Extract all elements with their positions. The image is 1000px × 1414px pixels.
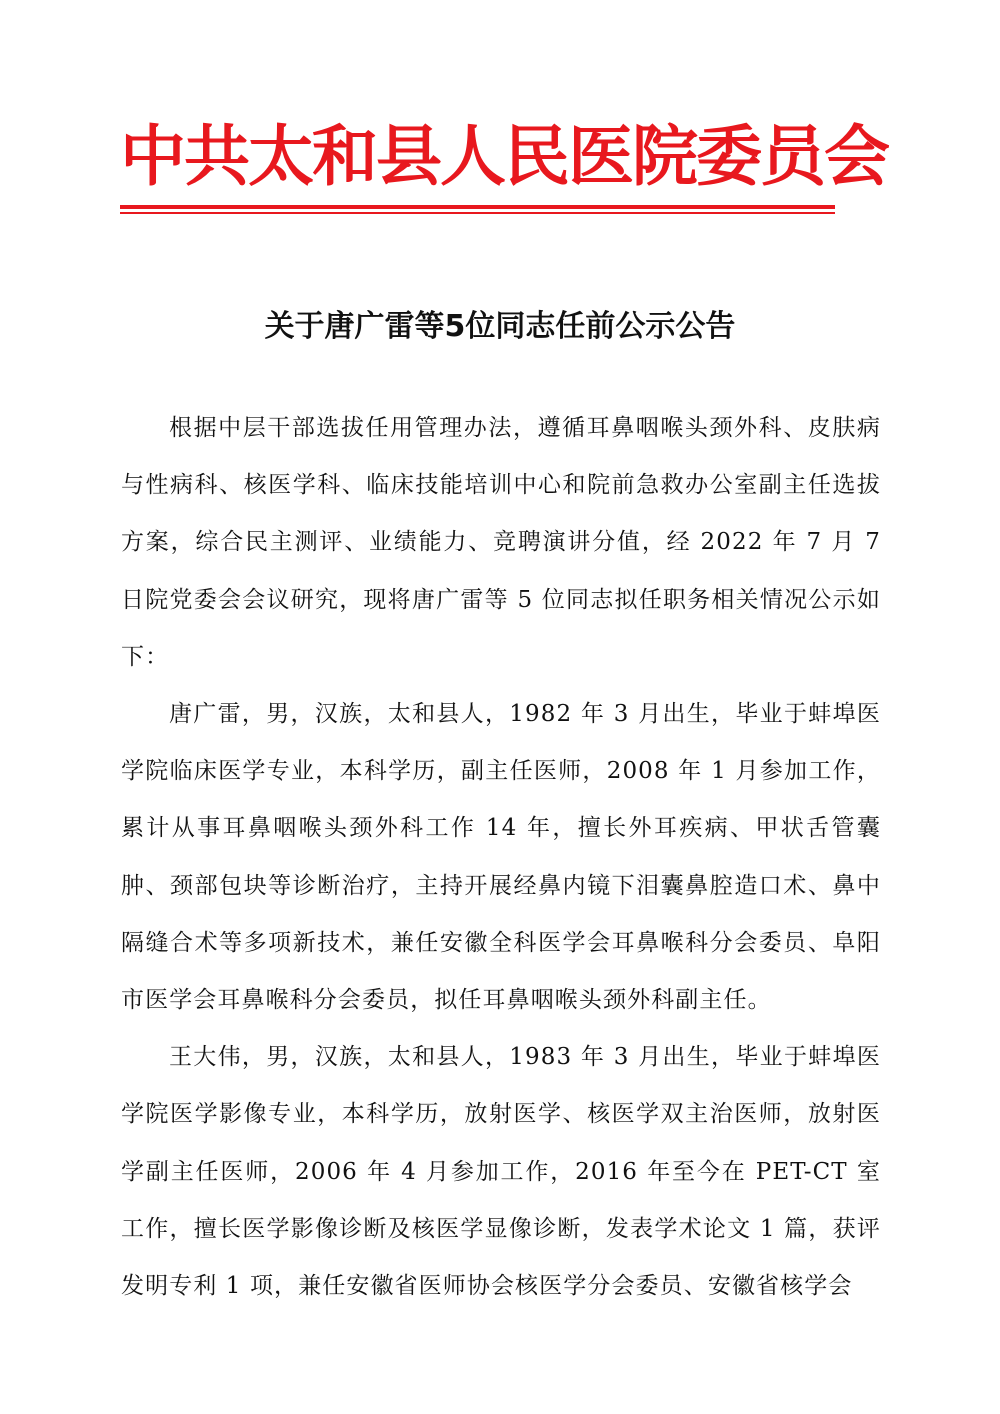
organization-masthead: 中共太和县人民医院委员会 xyxy=(120,118,888,195)
paragraph-intro: 根据中层干部选拔任用管理办法，遵循耳鼻咽喉头颈外科、皮肤病与性病科、核医学科、临床技能培训中心和院前急救办公室副主任选拔方案，综合民主测评、业绩能力、竞聘演讲分值，经 2022 年 7 月 7 日院党委会会议研究，现将唐广雷等 5 位同志拟任职务相关情况公示如下： xyxy=(121,415,881,670)
paragraph-candidate-wang: 王大伟，男，汉族，太和县人，1983 年 3 月出生，毕业于蚌埠医学院医学影像专业，本科学历，放射医学、核医学双主治医师，放射医学副主任医师，2006 年 4 月参加工作，2016 年至今在 PET-CT 室工作，擅长医学影像诊断及核医学显像诊断，发表学术论文 1 篇，获评发明专利 1 项，兼任安徽省医师协会核医学分会委员、安徽省核学会 xyxy=(121,1044,881,1300)
document-body xyxy=(121,400,881,1315)
masthead-rule-thick xyxy=(120,205,835,209)
masthead-rule-thin xyxy=(120,212,835,214)
document-title: 关于唐广雷等5位同志任前公示公告 xyxy=(264,309,736,344)
paragraph-candidate-tang: 唐广雷，男，汉族，太和县人，1982 年 3 月出生，毕业于蚌埠医学院临床医学专业，本科学历，副主任医师，2008 年 1 月参加工作，累计从事耳鼻咽喉头颈外科工作 14 年，擅长外耳疾病、甲状舌管囊肿、颈部包块等诊断治疗，主持开展经鼻内镜下泪囊鼻腔造口术、鼻中隔缝合术等多项新技术，兼任安徽全科医学会耳鼻喉科分会委员、阜阳市医学会耳鼻喉科分会委员，拟任耳鼻咽喉头颈外科副主任。 xyxy=(121,701,881,1014)
